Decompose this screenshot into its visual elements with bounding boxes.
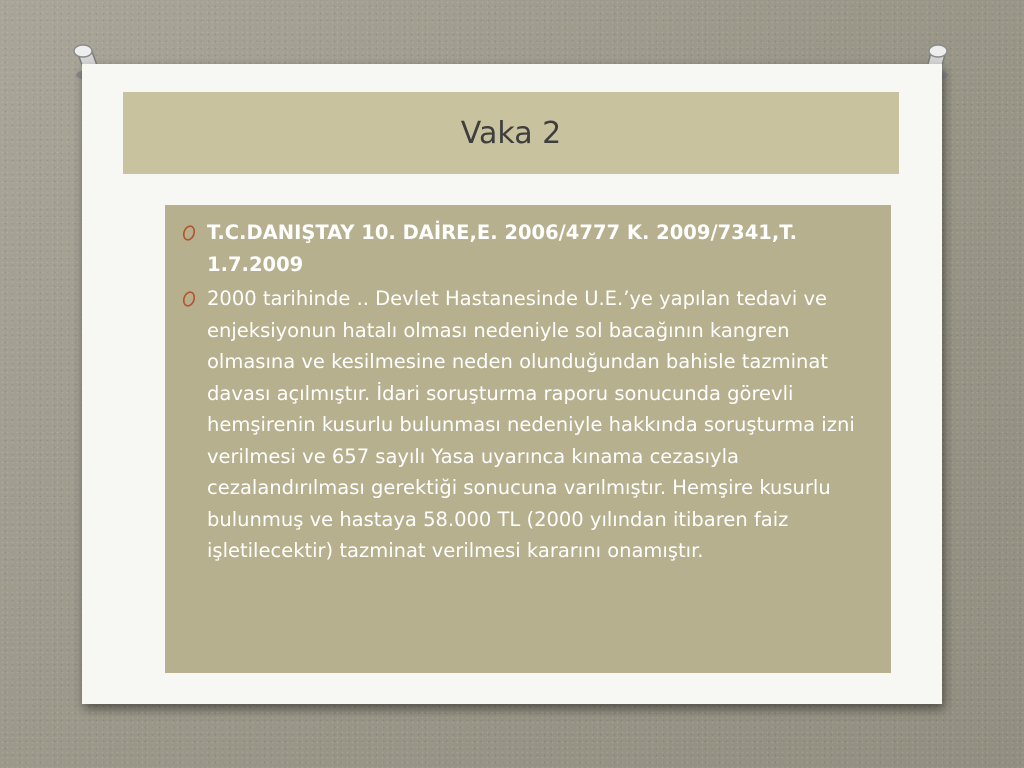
o-bullet-icon xyxy=(179,283,199,314)
bullet-item-case-description xyxy=(177,283,871,567)
bullet-text: T.C.DANIŞTAY 10. DAİRE,E. 2006/4777 K. 2009/7341,T. 1.7.2009 xyxy=(207,221,797,276)
bullet-item-case-citation xyxy=(177,217,871,280)
content-box xyxy=(165,205,891,673)
o-bullet-icon xyxy=(179,217,199,248)
bullet-list xyxy=(177,217,871,567)
title-bar xyxy=(123,92,899,174)
slide-title: Vaka 2 xyxy=(460,115,562,151)
bullet-text: 2000 tarihinde .. Devlet Hastanesinde U.E.’ye yapılan tedavi ve enjeksiyonun hatalı olması nedeniyle sol bacağının kangren olmasına ve kesilmesine neden olunduğundan bahisle tazminat davası açılmıştır. İdari soruşturma raporu sonucunda görevli hemşirenin kusurlu bulunması nedeniyle hakkında soruşturma izni verilmesi ve 657 sayılı Yasa uyarınca kınama cezasıyla cezalandırılması gerektiği sonucuna varılmıştır. Hemşire kusurlu bulunmuş ve hastaya 58.000 TL (2000 yılından itibaren faiz işletilecektir) tazminat verilmesi kararını onamıştır. xyxy=(207,287,855,562)
